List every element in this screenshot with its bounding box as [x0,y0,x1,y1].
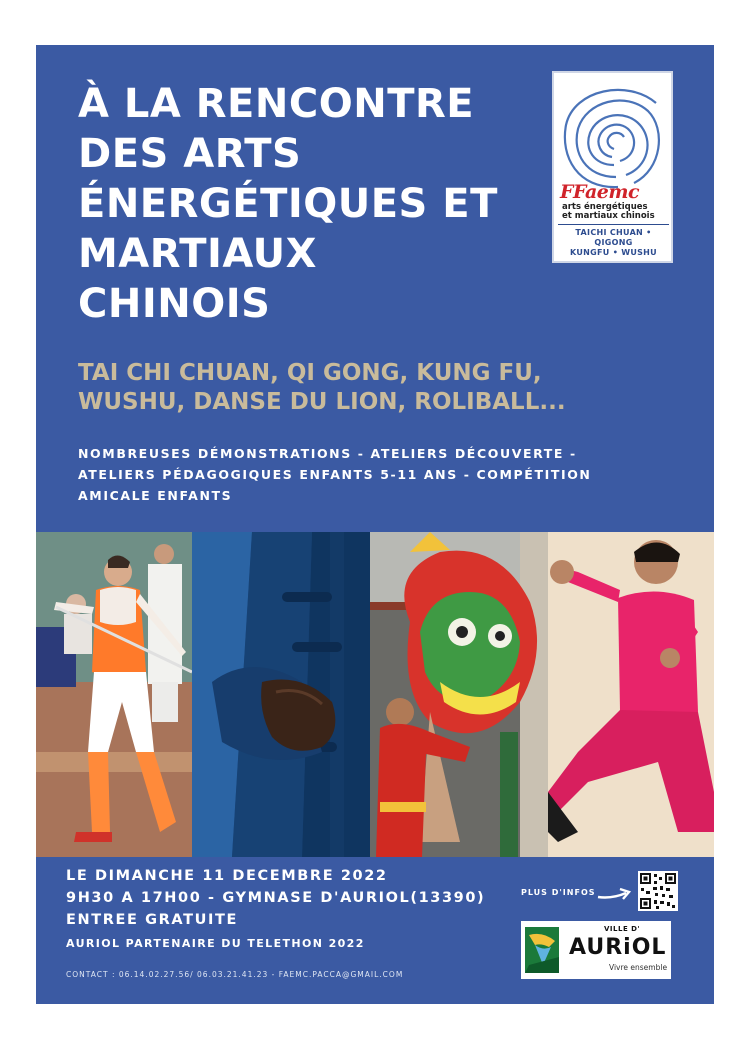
event-time-place: 9H30 A 17H00 - GYMNASE D'AURIOL(13390) [66,890,486,906]
photo-fist [192,532,370,857]
auriol-motto: Vivre ensemble [609,963,668,972]
auriol-town-logo [521,921,671,979]
title-line: CHINOIS [78,281,271,327]
auriol-name: AURiOL [569,935,667,960]
activities-description [78,443,698,506]
description-line: ATELIERS PÉDAGOGIQUES ENFANTS 5-11 ANS - COMPÉTITION [78,467,592,482]
bird-emblem-icon [521,921,565,979]
event-partner: AURIOL PARTENAIRE DU TELETHON 2022 [66,937,365,950]
title-line: À LA RENCONTRE [78,81,475,127]
more-info-label: PLUS D'INFOS [521,888,596,897]
poster-title [78,79,548,329]
title-line: DES ARTS [78,131,302,177]
logo-divider [558,224,669,225]
photo-sword [36,532,192,857]
subtitle-line: TAI CHI CHUAN, QI GONG, KUNG FU, [78,360,542,386]
event-entry: ENTREE GRATUITE [66,912,238,928]
logo-tagline-line: arts énergétiques [562,202,648,212]
logo-disciplines-line: TAICHI CHUAN • QIGONG [575,228,652,247]
event-date: LE DIMANCHE 11 DECEMBRE 2022 [66,868,388,884]
logo-disciplines [558,228,669,258]
photo-lion [370,532,548,857]
qr-code-icon[interactable] [638,871,678,911]
subtitle-line: WUSHU, DANSE DU LION, ROLIBALL... [78,389,566,415]
disciplines-subtitle [78,359,678,417]
event-poster [36,45,714,1004]
contact-info: CONTACT : 06.14.02.27.56/ 06.03.21.41.23 - FAEMC.PACCA@GMAIL.COM [66,970,404,979]
title-line: ÉNERGÉTIQUES ET [78,181,498,227]
auriol-ville-label: VILLE D' [604,925,641,933]
photo-strip [36,532,714,857]
arrow-right-icon [596,887,632,903]
event-details [66,865,546,957]
title-line: MARTIAUX [78,231,317,277]
description-line: NOMBREUSES DÉMONSTRATIONS - ATELIERS DÉCOUVERTE - [78,446,577,461]
photo-stance [548,532,714,857]
logo-disciplines-line: KUNGFU • WUSHU [570,248,657,257]
logo-tagline-line: et martiaux chinois [562,211,655,221]
description-line: AMICALE ENFANTS [78,488,233,503]
logo-tagline [562,203,670,221]
logo-name: FFaemc [560,181,640,203]
ffaemc-logo [552,71,673,263]
